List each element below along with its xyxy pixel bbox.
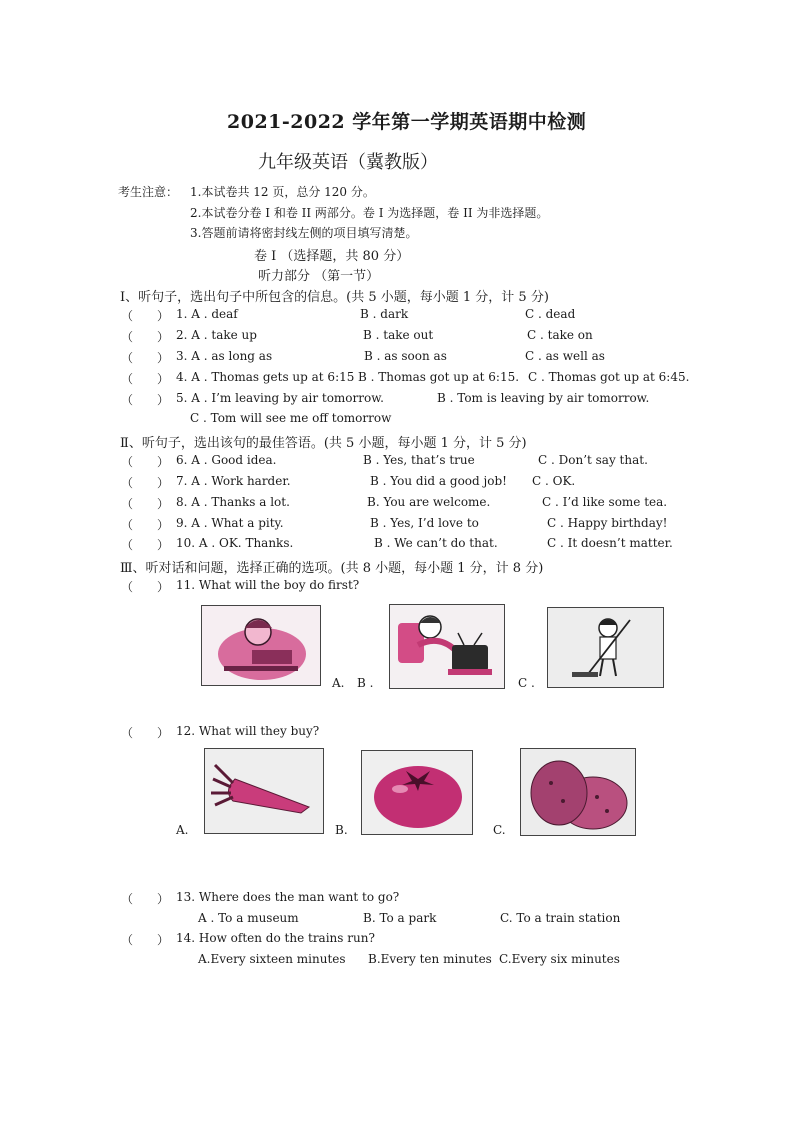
exam-subtitle: 九年级英语（冀教版） [258,152,438,173]
q3-option-b: B . as soon as [364,349,447,363]
q13-option-b: B. To a park [363,911,437,925]
notice-line-1: 1.本试卷共 12 页，总分 120 分。 [190,185,375,199]
q2-option-b: B . take out [363,328,434,342]
listening-heading: 听力部分 （第一节） [258,269,380,284]
exam-title: 2021-2022 学年第一学期英语期中检测 [227,111,587,133]
section-1-heading: Ⅰ、听句子，选出句子中所包含的信息。(共 5 小题，每小题 1 分，计 5 分) [120,290,549,305]
q14-question: 14. How often do the trains run? [176,931,375,945]
answer-blank-9[interactable]: （ ） [121,518,170,532]
answer-blank-3[interactable]: （ ） [121,351,170,365]
notice-label: 考生注意： [118,185,179,199]
q1-option-b: B . dark [360,307,409,321]
q14-option-a: A.Every sixteen minutes [198,952,346,966]
q5-option-c: C . Tom will see me off tomorrow [190,411,392,425]
q8-option-b: B. You are welcome. [367,495,491,509]
q12-label-b: B. [335,823,348,837]
q4-option-a: 4. A . Thomas gets up at 6:15 [176,370,355,384]
q2-option-c: C . take on [527,328,593,342]
q7-option-c: C . OK. [532,474,576,488]
q2-option-a: 2. A . take up [176,328,257,342]
q9-option-a: 9. A . What a pity. [176,516,284,530]
q12-image-b-tomato [361,750,473,835]
q3-option-a: 3. A . as long as [176,349,273,363]
answer-blank-14[interactable]: （ ） [121,933,170,947]
q11-image-c-boy-mopping [547,607,664,688]
section-3-heading: Ⅲ、听对话和问题，选择正确的选项。(共 8 小题，每小题 1 分，计 8 分) [120,561,544,576]
q4-option-c: C . Thomas got up at 6:45. [528,370,690,384]
answer-blank-13[interactable]: （ ） [121,892,170,906]
q5-option-b: B . Tom is leaving by air tomorrow. [437,391,650,405]
q12-label-a: A. [176,823,189,837]
answer-blank-12[interactable]: （ ） [121,726,170,740]
answer-blank-5[interactable]: （ ） [121,393,170,407]
q11-image-b-boy-watching-tv [389,604,505,689]
q6-option-a: 6. A . Good idea. [176,453,277,467]
answer-blank-7[interactable]: （ ） [121,476,170,490]
answer-blank-1[interactable]: （ ） [121,309,170,323]
notice-line-3: 3.答题前请将密封线左侧的项目填写清楚。 [190,226,418,240]
q6-option-c: C . Don’t say that. [538,453,648,467]
q14-option-c: C.Every six minutes [499,952,620,966]
q9-option-b: B . Yes, I’d love to [370,516,479,530]
q6-option-b: B . Yes, that’s true [363,453,475,467]
q13-option-a: A . To a museum [198,911,299,925]
q11-image-a-girl-reading [201,605,321,686]
q12-label-c: C. [493,823,506,837]
q12-image-c-potatoes [520,748,636,836]
q13-option-c: C. To a train station [500,911,621,925]
q10-option-a: 10. A . OK. Thanks. [176,536,294,550]
answer-blank-8[interactable]: （ ） [121,497,170,511]
q8-option-a: 8. A . Thanks a lot. [176,495,290,509]
q14-option-b: B.Every ten minutes [368,952,492,966]
section-2-heading: Ⅱ、听句子，选出该句的最佳答语。(共 5 小题，每小题 1 分，计 5 分) [120,436,527,451]
q9-option-c: C . Happy birthday! [547,516,668,530]
volume-heading: 卷 I （选择题，共 80 分） [254,249,410,264]
notice-line-2: 2.本试卷分卷 I 和卷 II 两部分。卷 I 为选择题，卷 II 为非选择题。 [190,206,549,220]
q13-question: 13. Where does the man want to go? [176,890,400,904]
q1-option-a: 1. A . deaf [176,307,238,321]
q11-label-a: A. [332,676,345,690]
answer-blank-6[interactable]: （ ） [121,455,170,469]
q8-option-c: C . I’d like some tea. [542,495,668,509]
q12-question: 12. What will they buy? [176,724,320,738]
q12-image-a-carrot [204,748,324,834]
q11-label-c: C . [518,676,535,690]
answer-blank-11[interactable]: （ ） [121,580,170,594]
q11-label-b: B . [357,676,374,690]
q3-option-c: C . as well as [525,349,605,363]
q1-option-c: C . dead [525,307,576,321]
q5-option-a: 5. A . I’m leaving by air tomorrow. [176,391,384,405]
q10-option-b: B . We can’t do that. [374,536,498,550]
q4-option-b: B . Thomas got up at 6:15. [358,370,520,384]
answer-blank-4[interactable]: （ ） [121,372,170,386]
q10-option-c: C . It doesn’t matter. [547,536,673,550]
answer-blank-10[interactable]: （ ） [121,538,170,552]
q7-option-b: B . You did a good job! [370,474,507,488]
q11-question: 11. What will the boy do first? [176,578,360,592]
q7-option-a: 7. A . Work harder. [176,474,291,488]
answer-blank-2[interactable]: （ ） [121,330,170,344]
